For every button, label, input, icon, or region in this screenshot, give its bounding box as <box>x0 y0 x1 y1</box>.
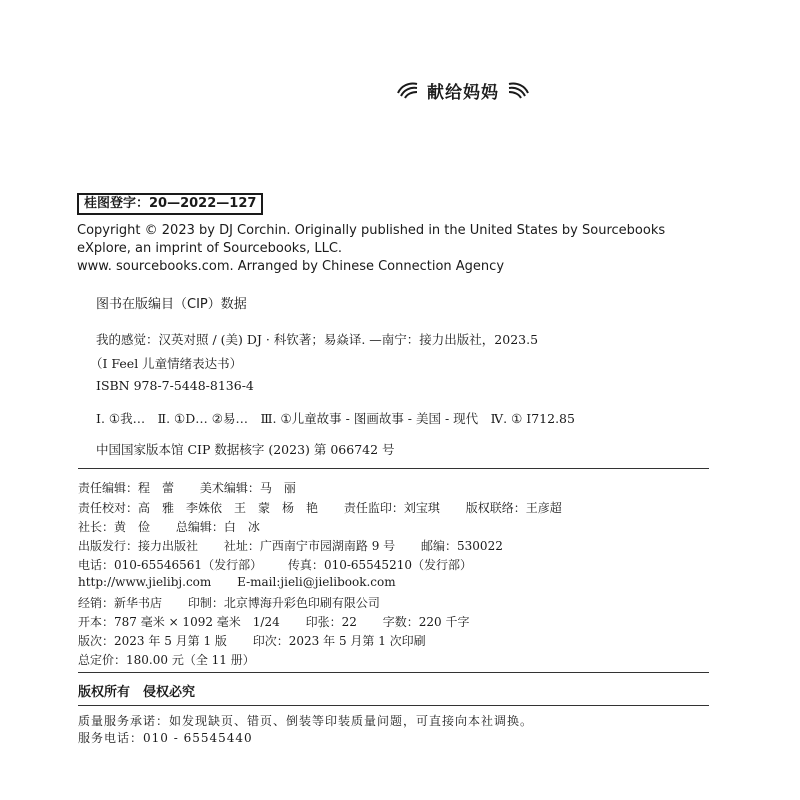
dedication <box>395 76 531 104</box>
cip-line-2: （I Feel 儿童情绪表达书） <box>90 356 243 371</box>
credit-label: 社址 <box>223 539 248 553</box>
credit-value: 程 蕾 <box>138 481 175 495</box>
credit-value: 黄 俭 <box>114 520 151 534</box>
credit-value: 白 冰 <box>223 520 260 534</box>
credit-value: 180.00 元（全 11 册） <box>126 653 255 667</box>
credit-label: 美术编辑 <box>199 481 248 495</box>
credit-row: 总定价：180.00 元（全 11 册） <box>78 653 255 667</box>
credit-value: 广西南宁市园湖南路 9 号 <box>259 539 396 553</box>
credit-label: 邮编 <box>421 539 446 553</box>
registration-number: 桂图登字：20—2022—127 <box>77 193 263 215</box>
cip-line-3: ISBN 978-7-5448-8136-4 <box>96 378 254 393</box>
credit-label: 总编辑 <box>175 520 212 534</box>
credit-row: 出版发行：接力出版社 社址：广西南宁市园湖南路 9 号 邮编：530022 <box>78 539 503 553</box>
divider <box>78 705 709 706</box>
credit-label: 版权联络 <box>465 501 514 515</box>
cip-title: 图书在版编目（CIP）数据 <box>96 297 247 312</box>
divider <box>78 672 709 673</box>
service-phone: 服务电话：010 - 65545440 <box>78 731 253 745</box>
credit-label: 印次 <box>252 634 277 648</box>
credit-value: 010-65545210（发行部） <box>323 558 472 572</box>
credit-label: 总定价 <box>78 653 115 667</box>
credit-row: 版次：2023 年 5 月第 1 版 印次：2023 年 5 月第 1 次印刷 <box>78 634 426 648</box>
credit-value: 刘宝琪 <box>403 501 440 515</box>
credit-value: 北京博海升彩色印刷有限公司 <box>223 596 380 610</box>
copyright-line-1: Copyright © 2023 by DJ Corchin. Originally published in the United States by Sourcebooks <box>77 223 666 238</box>
credit-label: 版次 <box>78 634 103 648</box>
cip-line-5: 中国国家版本馆 CIP 数据核字 (2023) 第 066742 号 <box>96 442 395 457</box>
credit-label: 传真 <box>287 558 312 572</box>
credit-label: 经销 <box>78 596 103 610</box>
credit-label: 出版发行 <box>78 539 127 553</box>
credit-label: 责任编辑 <box>78 481 127 495</box>
left-flourish-icon <box>395 80 419 100</box>
credit-value: 010-65546561（发行部） <box>114 558 263 572</box>
credit-value: 马 丽 <box>259 481 296 495</box>
credit-value: 530022 <box>457 539 503 553</box>
credit-label: 开本 <box>78 615 103 629</box>
credit-value: 787 毫米 × 1092 毫米 1/24 <box>114 615 280 629</box>
credit-value: 王彦超 <box>525 501 562 515</box>
copyright-line-2: eXplore, an imprint of Sourcebooks, LLC. <box>77 241 343 256</box>
email-link[interactable]: jieli@jielibook.com <box>280 575 396 589</box>
credit-value: 高 雅 李姝依 王 蒙 杨 艳 <box>138 501 319 515</box>
credit-value: 新华书店 <box>114 596 163 610</box>
credit-label: E-mail <box>237 575 277 589</box>
credit-value: 2023 年 5 月第 1 版 <box>114 634 227 648</box>
credit-label: 社长 <box>78 520 103 534</box>
credit-value: 接力出版社 <box>138 539 199 553</box>
credit-row: 电话：010-65546561（发行部） 传真：010-65545210（发行部） <box>78 558 472 572</box>
credit-value: 2023 年 5 月第 1 次印刷 <box>288 634 426 648</box>
right-flourish-icon <box>507 80 531 100</box>
website-link[interactable]: http://www.jielibj.com <box>78 575 212 589</box>
copyright-line-3: www. sourcebooks.com. Arranged by Chinese Connection Agency <box>77 259 505 274</box>
credit-value: 22 <box>341 615 357 629</box>
credit-label: 印制 <box>187 596 212 610</box>
dedication-text: 献给妈妈 <box>427 82 499 103</box>
credit-value: 220 千字 <box>418 615 470 629</box>
credit-row: 责任校对：高 雅 李姝依 王 蒙 杨 艳 责任监印：刘宝琪 版权联络：王彦超 <box>78 501 562 515</box>
divider <box>78 468 709 469</box>
credit-row: 责任编辑：程 蕾 美术编辑：马 丽 <box>78 481 296 495</box>
credit-label: 字数 <box>382 615 407 629</box>
credit-label: 责任监印 <box>343 501 392 515</box>
credit-row: 社长：黄 俭 总编辑：白 冰 <box>78 520 260 534</box>
credit-row: 经销：新华书店 印制：北京博海升彩色印刷有限公司 <box>78 596 380 610</box>
credit-row: http://www.jielibj.com E-mail:jieli@jielibook.com <box>78 575 396 589</box>
credit-label: 电话 <box>78 558 103 572</box>
cip-line-1: 我的感觉：汉英对照 / (美) DJ · 科钦著；易焱译. —南宁：接力出版社，2023.5 <box>96 332 539 347</box>
credit-label: 责任校对 <box>78 501 127 515</box>
rights-notice: 版权所有 侵权必究 <box>78 685 196 700</box>
credit-label: 印张 <box>305 615 330 629</box>
credit-row: 开本：787 毫米 × 1092 毫米 1/24 印张：22 字数：220 千字 <box>78 615 470 629</box>
cip-line-4: Ⅰ. ①我… Ⅱ. ①D… ②易… Ⅲ. ①儿童故事 - 图画故事 - 美国 - 现代 Ⅳ. ① I712.85 <box>96 411 575 426</box>
quality-promise: 质量服务承诺：如发现缺页、错页、倒装等印装质量问题，可直接向本社调换。 <box>78 714 534 728</box>
